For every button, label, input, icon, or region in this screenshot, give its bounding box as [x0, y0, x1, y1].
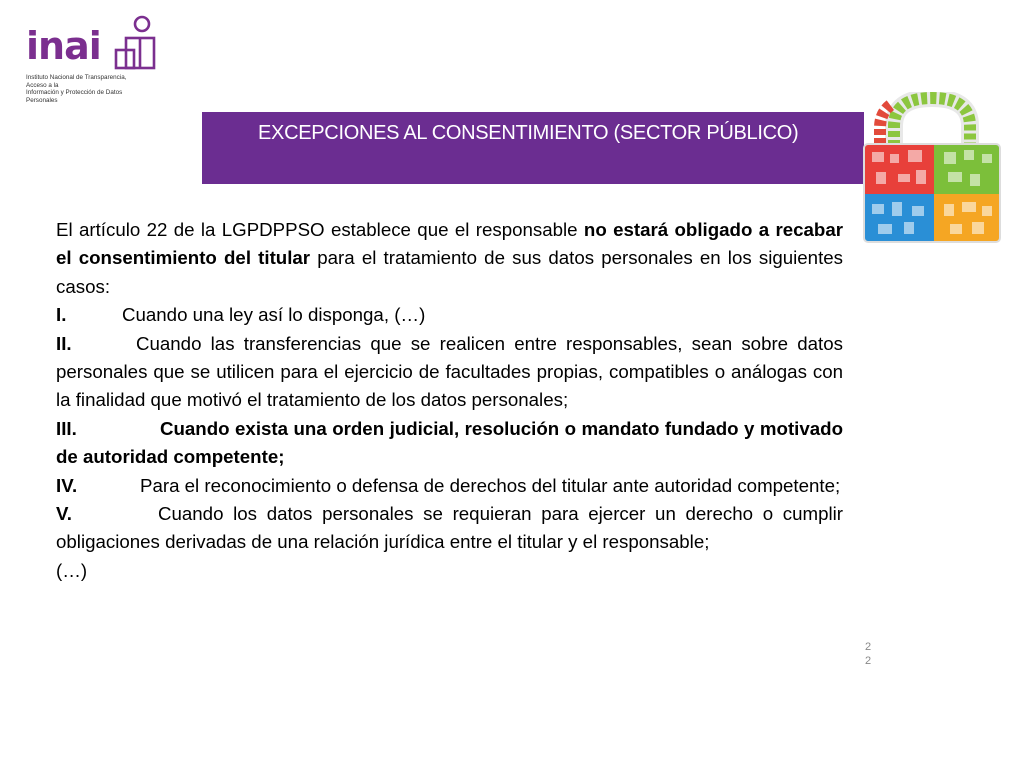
padlock-collage-icon: [858, 92, 1008, 252]
slide-title: EXCEPCIONES AL CONSENTIMIENTO (SECTOR PÚBLICO): [258, 122, 799, 144]
list-item-number: III.: [56, 417, 77, 439]
list-item-text: Cuando una ley así lo disponga, (…): [122, 304, 426, 326]
page-number: [863, 640, 873, 668]
list-item-text: Cuando los datos personales se requieran para ejercer un derecho o cumplir obligaciones derivadas de una relación jurídica entre el titular y el responsable;: [56, 503, 843, 553]
logo-subtitle: [26, 74, 146, 104]
list-item-ii: [56, 330, 843, 415]
intro-bold-text: no estará obligado a recabar el consentimiento del titular: [56, 219, 843, 269]
title-bar: [202, 112, 864, 184]
list-item-text: Cuando las transferencias que se realicen entre responsables, sean sobre datos personales que se utilicen para el ejercicio de facultades propias, compatibles o análogas con la finalidad que motivó el tratamiento de los datos personales;: [56, 332, 843, 411]
list-item-i: [56, 301, 843, 329]
body-text: [56, 216, 843, 585]
list-item-number: IV.: [56, 474, 78, 496]
list-item-v: [56, 500, 843, 557]
closing-ellipsis: (…): [56, 559, 88, 581]
list-item-iv: [56, 472, 843, 500]
page-number-digit: 2: [864, 641, 872, 653]
intro-text-start: El artículo 22 de la LGPDPPSO establece que el responsable: [56, 219, 584, 240]
list-item-text: Cuando exista una orden judicial, resolución o mandato fundado y motivado de autoridad competente;: [56, 417, 843, 468]
book-person-icon: [112, 14, 158, 80]
intro-text-end: para el tratamiento de sus datos personales en los siguientes casos:: [56, 247, 843, 297]
logo-subtitle-line1: Instituto Nacional de Transparencia, Acceso a la: [26, 74, 127, 89]
intro-paragraph: [56, 216, 843, 301]
page-number-digit: 2: [864, 655, 872, 667]
logo-subtitle-line2: Información y Protección de Datos Personales: [26, 89, 123, 104]
list-item-number: I.: [56, 304, 67, 326]
list-item-iii: [56, 415, 843, 472]
list-item-number: II.: [56, 332, 72, 354]
list-item-number: V.: [56, 503, 72, 525]
inai-logo: [24, 14, 174, 104]
list-item-text: Para el reconocimiento o defensa de derechos del titular ante autoridad competente;: [140, 474, 841, 496]
logo-wordmark: inai: [26, 24, 101, 68]
